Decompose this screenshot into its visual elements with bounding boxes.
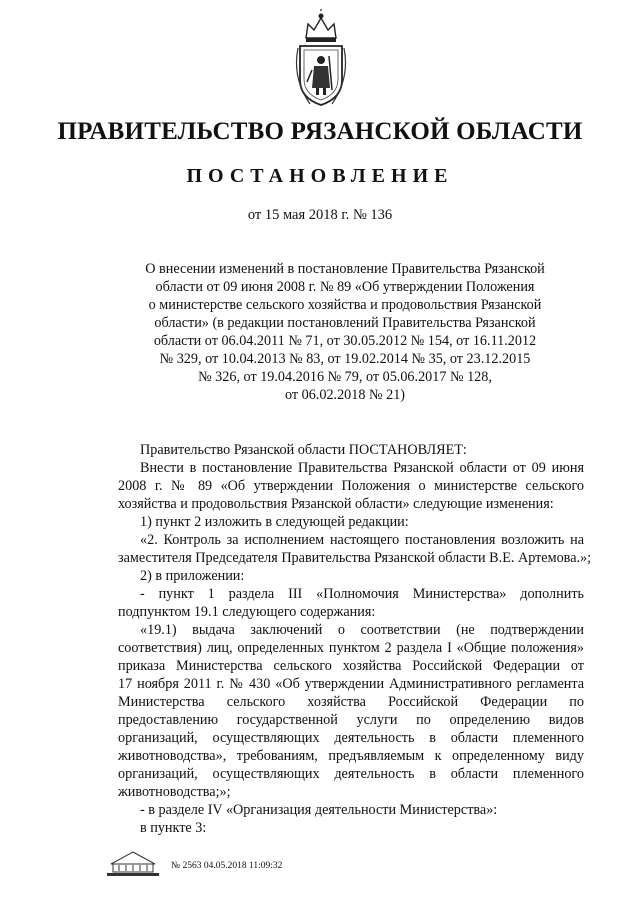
subject-line: области» (в редакции постановлений Правительства Рязанской: [154, 315, 536, 331]
registry-stamp-icon: [103, 848, 163, 878]
body-line: 2008 г. № 89 «Об утверждении Положения о министерстве сельского: [118, 478, 584, 494]
body-line: организаций, осуществляющих деятельность в области племенного: [118, 766, 584, 782]
body-line: в пункте 3:: [140, 820, 207, 836]
document-type: ПОСТАНОВЛЕНИЕ: [186, 165, 454, 187]
body-line: «19.1) выдача заключений о соответствии (не подтверждении: [140, 622, 584, 638]
body-line: Правительство Рязанской области ПОСТАНОВЛЯЕТ:: [140, 442, 467, 458]
body-line: 1) пункт 2 изложить в следующей редакции:: [140, 514, 409, 530]
coat-of-arms-icon: [292, 8, 350, 108]
body-line: соответствия) лиц, определенных пунктом 2 раздела I «Общие положения»: [118, 640, 584, 656]
body-line: животноводства», требованиям, предъявляемым к определенному виду: [118, 748, 584, 764]
body-line: хозяйства и продовольствия Рязанской области» следующие изменения:: [118, 496, 554, 512]
subject-line: № 326, от 19.04.2016 № 79, от 05.06.2017 № 128,: [198, 369, 492, 385]
body-line: животноводства;»;: [118, 784, 231, 800]
document-subject: [120, 260, 570, 404]
document-body: [118, 441, 592, 837]
body-line: 17 ноября 2011 г. № 430 «Об утверждении Административного регламента: [118, 676, 584, 692]
body-line: 2) в приложении:: [140, 568, 245, 584]
body-line: Внести в постановление Правительства Рязанской области от 09 июня: [140, 460, 584, 476]
document-date-number: от 15 мая 2018 г. № 136: [247, 207, 393, 223]
subject-line: О внесении изменений в постановление Правительства Рязанской: [145, 261, 545, 277]
body-line: приказа Министерства сельского хозяйства Российской Федерации от: [118, 658, 584, 674]
registration-info: № 2563 04.05.2018 11:09:32: [171, 861, 283, 871]
body-line: заместителя Председателя Правительства Рязанской области В.Е. Артемова.»;: [118, 550, 592, 566]
body-line: - в разделе IV «Организация деятельности Министерства»:: [140, 802, 498, 818]
subject-line: от 06.02.2018 № 21): [284, 387, 406, 403]
body-line: организаций, осуществляющих деятельность в области племенного: [118, 730, 584, 746]
body-line: подпунктом 19.1 следующего содержания:: [118, 604, 376, 620]
subject-line: о министерстве сельского хозяйства и продовольствия Рязанской: [148, 297, 542, 313]
body-line: предоставлению государственной услуги по определению видов: [118, 712, 584, 728]
organization-title: ПРАВИТЕЛЬСТВО РЯЗАНСКОЙ ОБЛАСТИ: [57, 118, 583, 145]
subject-line: № 329, от 10.04.2013 № 83, от 19.02.2014 № 35, от 23.12.2015: [159, 351, 531, 367]
body-line: - пункт 1 раздела III «Полномочия Министерства» дополнить: [140, 586, 584, 602]
body-line: «2. Контроль за исполнением настоящего постановления возложить на: [140, 532, 584, 548]
subject-line: области от 06.04.2011 № 71, от 30.05.2012 № 154, от 16.11.2012: [153, 333, 537, 349]
body-line: Министерства сельского хозяйства Российской Федерации по: [118, 694, 584, 710]
subject-line: области от 09 июня 2008 г. № 89 «Об утверждении Положения: [155, 279, 535, 295]
